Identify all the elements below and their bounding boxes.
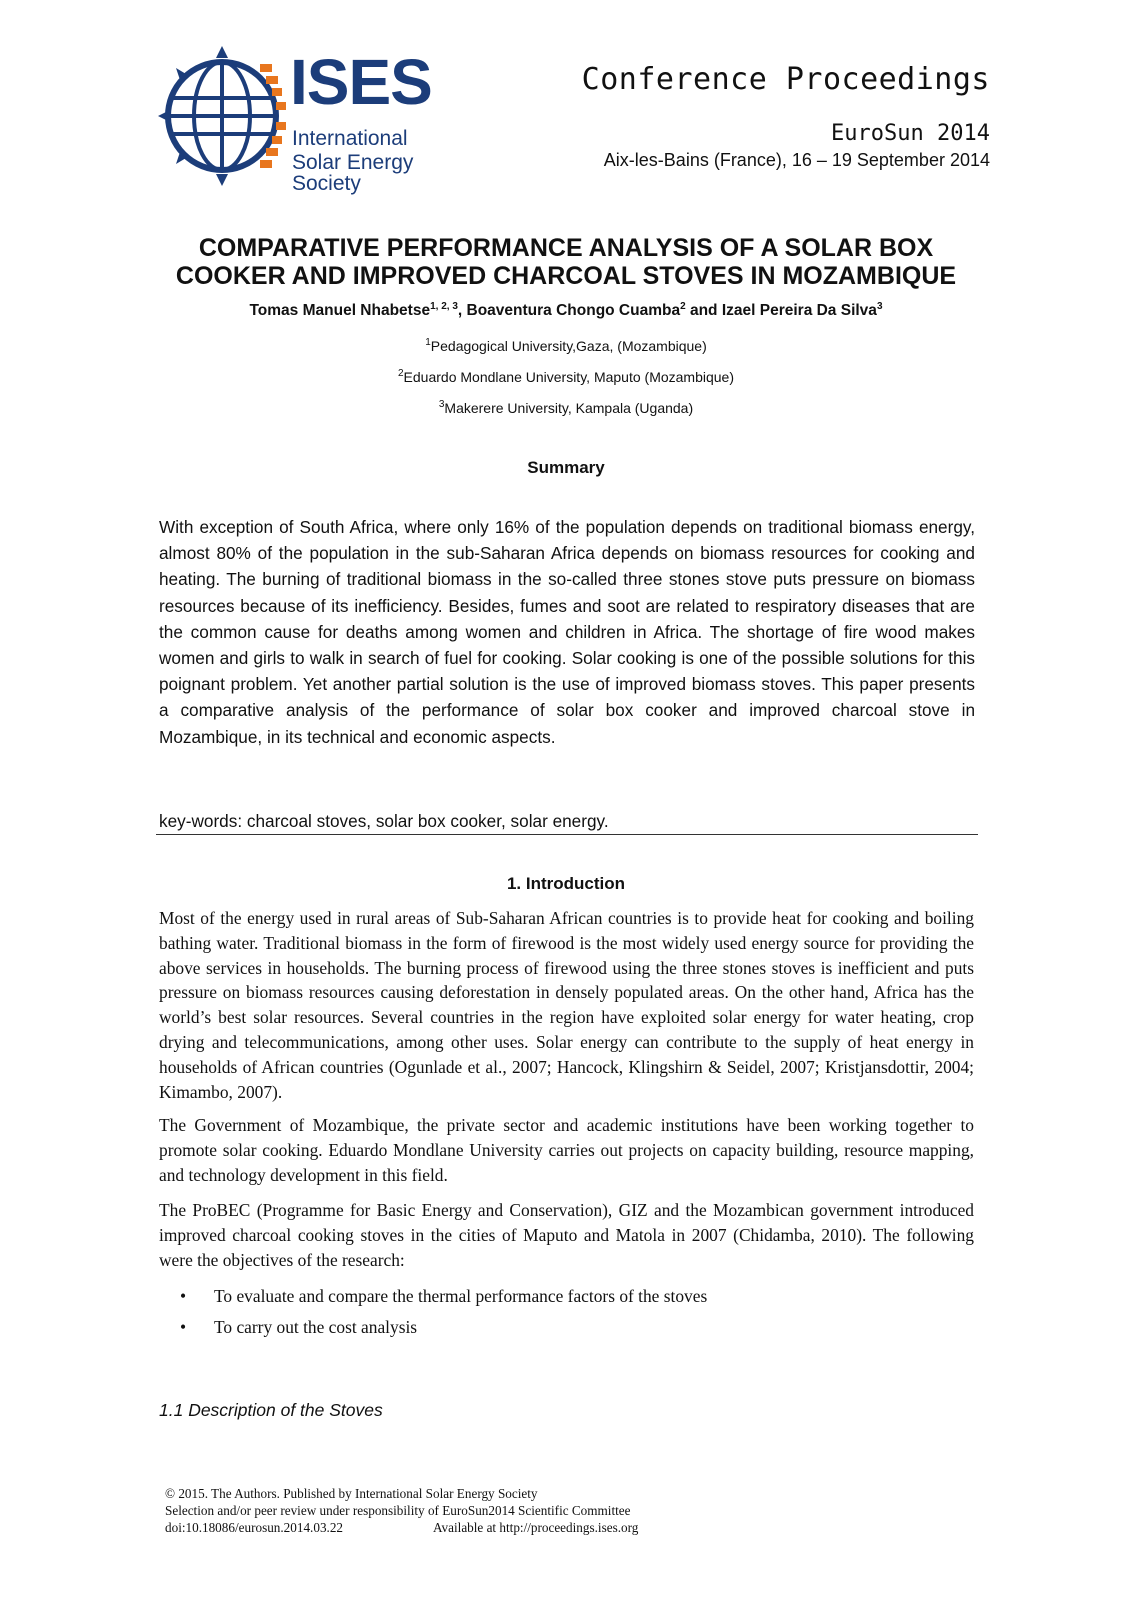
affiliation (150, 369, 982, 385)
logo-org-line1: International (292, 127, 408, 150)
summary-heading: Summary (527, 458, 605, 477)
list-item-text: To carry out the cost analysis (214, 1317, 418, 1337)
conference-place: Aix-les-Bains (France), 16 – 19 September 2014 (603, 150, 990, 170)
section-heading: 1. Introduction (506, 874, 626, 893)
body-paragraph: Most of the energy used in rural areas of Sub-Saharan African countries is to provide heat for cooking and boiling bathing water. Traditional biomass in the form of firewood is the most widely used energy source for providing the above services in households. The burning process of firewood using the three stones stoves is inefficient and puts pressure on biomass resources causing deforestation in densely populated areas. On the other hand, Africa has the world’s best solar resources. Several countries in the region have exploited solar energy for water heating, crop drying and telecommunications, among other uses. Solar energy can contribute to the supply of heat energy in households of African countries (Ogunlade et al., 2007; Hancock, Klingshirn & Seidel, 2007; Kristjansdottir, 2004; Kimambo, 2007). (159, 908, 974, 1102)
author-name: Boaventura Chongo Cuamba (466, 302, 681, 319)
bullet-icon: • (180, 1317, 187, 1337)
body-paragraph: The Government of Mozambique, the private sector and academic institutions have been working together to promote solar cooking. Eduardo Mondlane University carries out projects on capacity building, resource mapping, and technology development in this field. (159, 1115, 974, 1185)
list-item-text: To evaluate and compare the thermal performance factors of the stoves (214, 1286, 708, 1306)
bullet-icon: • (180, 1286, 187, 1306)
author-name: Izael Pereira Da Silva (721, 302, 877, 319)
keywords: key-words: charcoal stoves, solar box cooker, solar energy. (159, 811, 609, 831)
affiliation-text: Pedagogical University,Gaza, (Mozambique) (430, 338, 707, 354)
logo-acronym: ISES (290, 46, 432, 118)
affiliation-number: 1 (425, 337, 431, 348)
list-item (180, 1317, 417, 1338)
logo-org-line2: Solar Energy Society (292, 151, 414, 195)
keywords-divider (156, 834, 978, 835)
author-affiliation-sup: 3 (876, 301, 883, 312)
ises-logo (158, 46, 478, 195)
footer-doi: doi:10.18086/eurosun.2014.03.22 (165, 1520, 344, 1535)
paper-title-line2: COOKER AND IMPROVED CHARCOAL STOVES IN MOZAMBIQUE (175, 262, 957, 290)
paper-title-line1: COMPARATIVE PERFORMANCE ANALYSIS OF A SOLAR BOX (198, 234, 934, 262)
affiliation-text: Makerere University, Kampala (Uganda) (444, 400, 694, 416)
footer-availability: Available at http://proceedings.ises.org (433, 1520, 639, 1535)
subsection-heading: 1.1 Description of the Stoves (159, 1400, 383, 1420)
author-list (150, 302, 982, 320)
paper-title (150, 234, 982, 290)
footer-review: Selection and/or peer review under responsibility of EuroSun2014 Scientific Committee (165, 1503, 631, 1518)
author-name: Tomas Manuel Nhabetse (249, 302, 431, 319)
author-affiliation-sup: 1, 2, 3 (430, 301, 458, 312)
affiliation-number: 3 (438, 399, 445, 410)
author-separator: , (457, 302, 467, 319)
affiliation (150, 338, 982, 354)
conference-name: EuroSun 2014 (831, 121, 990, 146)
summary-text: With exception of South Africa, where only 16% of the population depends on traditional biomass energy, almost 80% of the population in the sub-Saharan Africa depends on biomass resources for cooking and heating. The burning of traditional biomass in the so-called three stones stove puts pressure on biomass resources because of its inefficiency. Besides, fumes and soot are related to respiratory diseases that are the common cause for deaths among women and children in Africa. The shortage of fire wood makes women and girls to walk in search of fuel for cooking. Solar cooking is one of the possible solutions for this poignant problem. Yet another partial solution is the use of improved biomass stoves. This paper presents a comparative analysis of the performance of solar box cooker and improved charcoal stove in Mozambique, in its technical and economic aspects. (159, 517, 975, 747)
affiliation (150, 400, 982, 416)
conference-title: Conference Proceedings (581, 62, 990, 97)
list-item (180, 1286, 707, 1307)
affiliation-text: Eduardo Mondlane University, Maputo (Mozambique) (403, 369, 735, 385)
affiliation-number: 2 (397, 368, 404, 379)
author-affiliation-sup: 2 (680, 301, 686, 312)
globe-logo-icon (158, 46, 288, 186)
footer-copyright: © 2015. The Authors. Published by International Solar Energy Society (165, 1486, 538, 1501)
author-separator: and (685, 302, 722, 319)
body-paragraph: The ProBEC (Programme for Basic Energy and Conservation), GIZ and the Mozambican government introduced improved charcoal cooking stoves in the cities of Maputo and Matola in 2007 (Chidamba, 2010). The following were the objectives of the research: (159, 1200, 974, 1270)
